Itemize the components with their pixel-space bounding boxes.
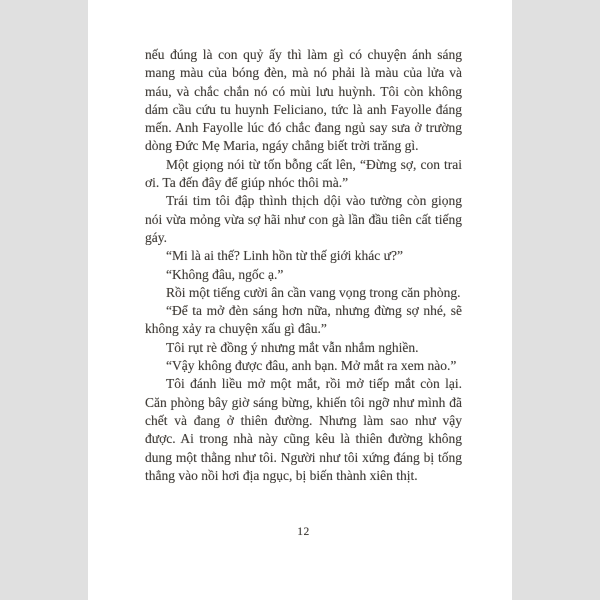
paragraph: Một giọng nói từ tốn bỗng cất lên, “Đừng sợ, con trai ơi. Ta đến đây để giúp nhóc thôi mà.”	[145, 156, 462, 191]
paragraph: nếu đúng là con quỷ ấy thì làm gì có chuyện ánh sáng mang màu của bóng đèn, mà nó phải là màu của lửa và máu, và chắc chắn nó có mùi lưu huỳnh. Tôi còn không dám cầu cứu tu huynh Feliciano, tức là anh Fayolle đáng mến. Anh Fayolle lúc đó chắc đang ngủ say sưa ở trường dòng Đức Mẹ Maria, ngáy chẳng biết trời trăng gì.	[145, 47, 462, 154]
paragraph: Tôi đánh liều mở một mắt, rồi mở tiếp mắt còn lại. Căn phòng bây giờ sáng bừng, khiến tôi ngỡ như mình đã chết và đang ở thiên đường. Nhưng làm sao như vậy được. Ai trong nhà này cũng kêu là thiên đường không dung một thằng như tôi. Người như tôi xứng đáng bị tống thẳng vào nồi hơi địa ngục, bị biến thành xiên thịt.	[145, 376, 462, 483]
paragraph: Rồi một tiếng cười ân cần vang vọng trong căn phòng.	[166, 284, 461, 300]
paragraph: Trái tim tôi đập thình thịch dội vào tường còn giọng nói vừa mỏng vừa sợ hãi như con gà lần đầu tiên cất tiếng gáy.	[145, 193, 462, 245]
paragraph: “Để ta mở đèn sáng hơn nữa, nhưng đừng sợ nhé, sẽ không xảy ra chuyện xấu gì đâu.”	[145, 303, 462, 337]
page-number: 12	[297, 526, 310, 538]
paragraph: Tôi rụt rè đồng ý nhưng mắt vẫn nhắm nghiền.	[166, 339, 419, 355]
book-page	[88, 0, 512, 600]
paragraph: “Vậy không được đâu, anh bạn. Mở mắt ra xem nào.”	[166, 358, 457, 374]
paragraph: “Không đâu, ngốc ạ.”	[166, 266, 284, 282]
body-text	[145, 46, 462, 485]
paragraph: “Mi là ai thế? Linh hồn từ thế giới khác ư?”	[166, 248, 403, 264]
